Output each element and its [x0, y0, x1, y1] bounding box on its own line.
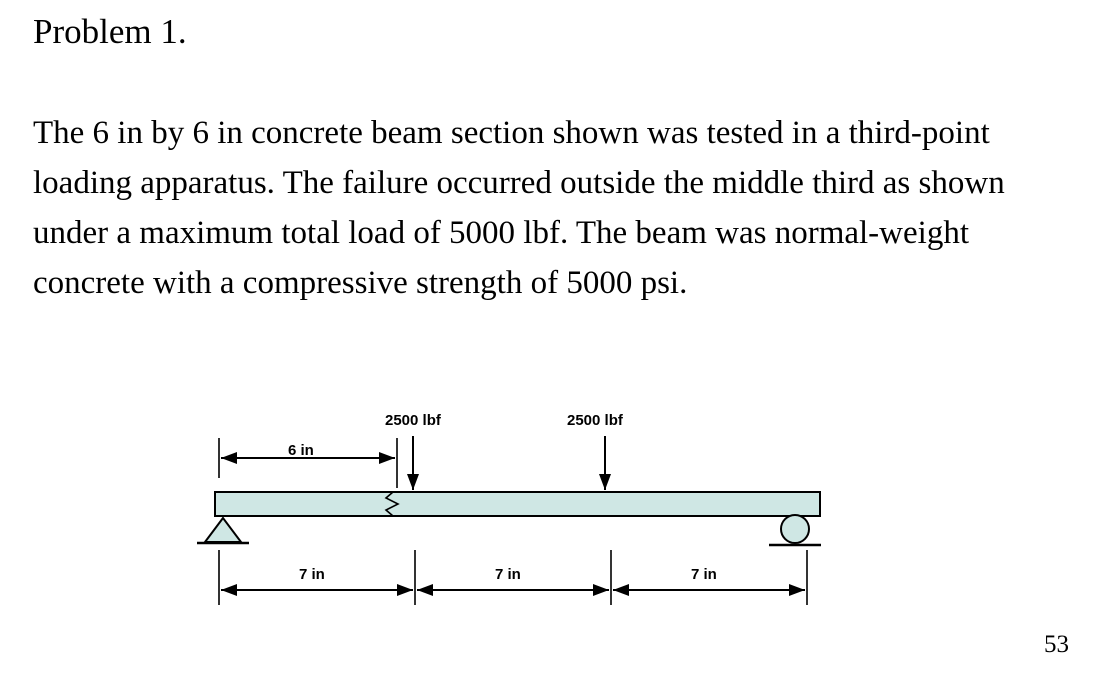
load-left-label: 2500 lbf [385, 412, 441, 429]
beam-body [215, 492, 820, 516]
load-right-label: 2500 lbf [567, 412, 623, 429]
bottom-dimension-label-3: 7 in [691, 566, 717, 583]
bottom-dimension-label-1: 7 in [299, 566, 325, 583]
roller-support [781, 515, 809, 543]
page-title: Problem 1. [33, 12, 187, 51]
beam-diagram-svg [175, 400, 875, 630]
problem-statement: The 6 in by 6 in concrete beam section shown was tested in a third-point loading apparatus. The failure occurred outside the middle third as shown under a maximum total load of 5000 lbf. The beam was normal-weight concrete with a compressive strength of 5000 psi. [33, 115, 1005, 301]
page-number: 53 [1044, 631, 1069, 658]
top-dimension-label: 6 in [288, 442, 314, 459]
bottom-dimension-label-2: 7 in [495, 566, 521, 583]
beam-diagram [175, 400, 875, 630]
pin-support [205, 518, 241, 542]
